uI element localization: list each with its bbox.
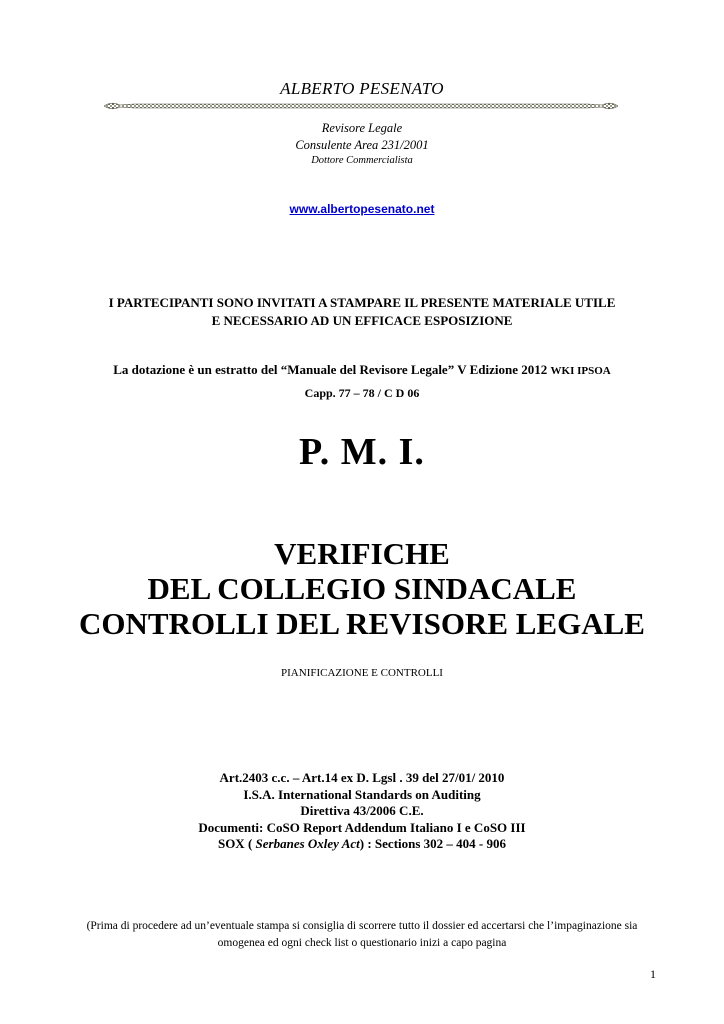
credential-revisore: Revisore Legale (321, 121, 403, 135)
print-notice-line1: I PARTECIPANTI SONO INVITATI A STAMPARE IL PRESENTE MATERIALE UTILE (108, 295, 616, 310)
page-number: 1 (650, 967, 656, 981)
legal-references (0, 770, 724, 853)
main-title-line3: CONTROLLI DEL REVISORE LEGALE (79, 606, 645, 641)
print-notice-line2: E NECESSARIO AD UN EFFICACE ESPOSIZIONE (211, 313, 513, 328)
main-title-line2: DEL COLLEGIO SINDACALE (147, 571, 577, 606)
credential-consulente: Consulente Area 231/2001 (295, 138, 429, 152)
extract-note (0, 362, 724, 378)
chapters-reference: Capp. 77 – 78 / C D 06 (304, 386, 420, 400)
reference-line5-suffix: ) : Sections 302 – 404 - 906 (359, 836, 507, 851)
credential-dottore: Dottore Commercialista (311, 155, 413, 166)
print-advice-note (50, 918, 674, 952)
reference-line5 (0, 836, 724, 853)
reference-line1: Art.2403 c.c. – Art.14 ex D. Lgsl . 39 del 27/01/ 2010 (219, 770, 505, 785)
reference-line5-italic: Serbanes Oxley Act (255, 836, 360, 851)
print-advice-line2: omogenea ed ogni check list o questionario inizi a capo pagina (217, 937, 507, 949)
print-advice-line1: (Prima di procedere ad un’eventuale stampa si consiglia di scorrere tutto il dossier ed accertarsi che l’impaginazione sia (86, 920, 638, 932)
extract-publisher: WKI IPSOA (550, 365, 611, 377)
reference-line4: Documenti: CoSO Report Addendum Italiano I e CoSO III (198, 819, 526, 835)
extract-text: La dotazione è un estratto del “Manuale del Revisore Legale” V Edizione 2012 (113, 362, 548, 377)
reference-line5-prefix: SOX ( (217, 836, 256, 851)
reference-line2: I.S.A. International Standards on Auditing (243, 786, 481, 802)
planning-subtitle: PIANIFICAZIONE E CONTROLLI (281, 667, 443, 679)
print-notice (0, 294, 724, 330)
reference-line3: Direttiva 43/2006 C.E. (300, 803, 424, 818)
main-title (0, 536, 724, 641)
main-title-line1: VERIFICHE (274, 536, 450, 571)
decorative-divider (104, 99, 618, 113)
pmi-heading: P. M. I. (299, 431, 425, 473)
author-name: ALBERTO PESENATO (280, 79, 444, 98)
website-link[interactable]: www.albertopesenato.net (289, 202, 435, 216)
